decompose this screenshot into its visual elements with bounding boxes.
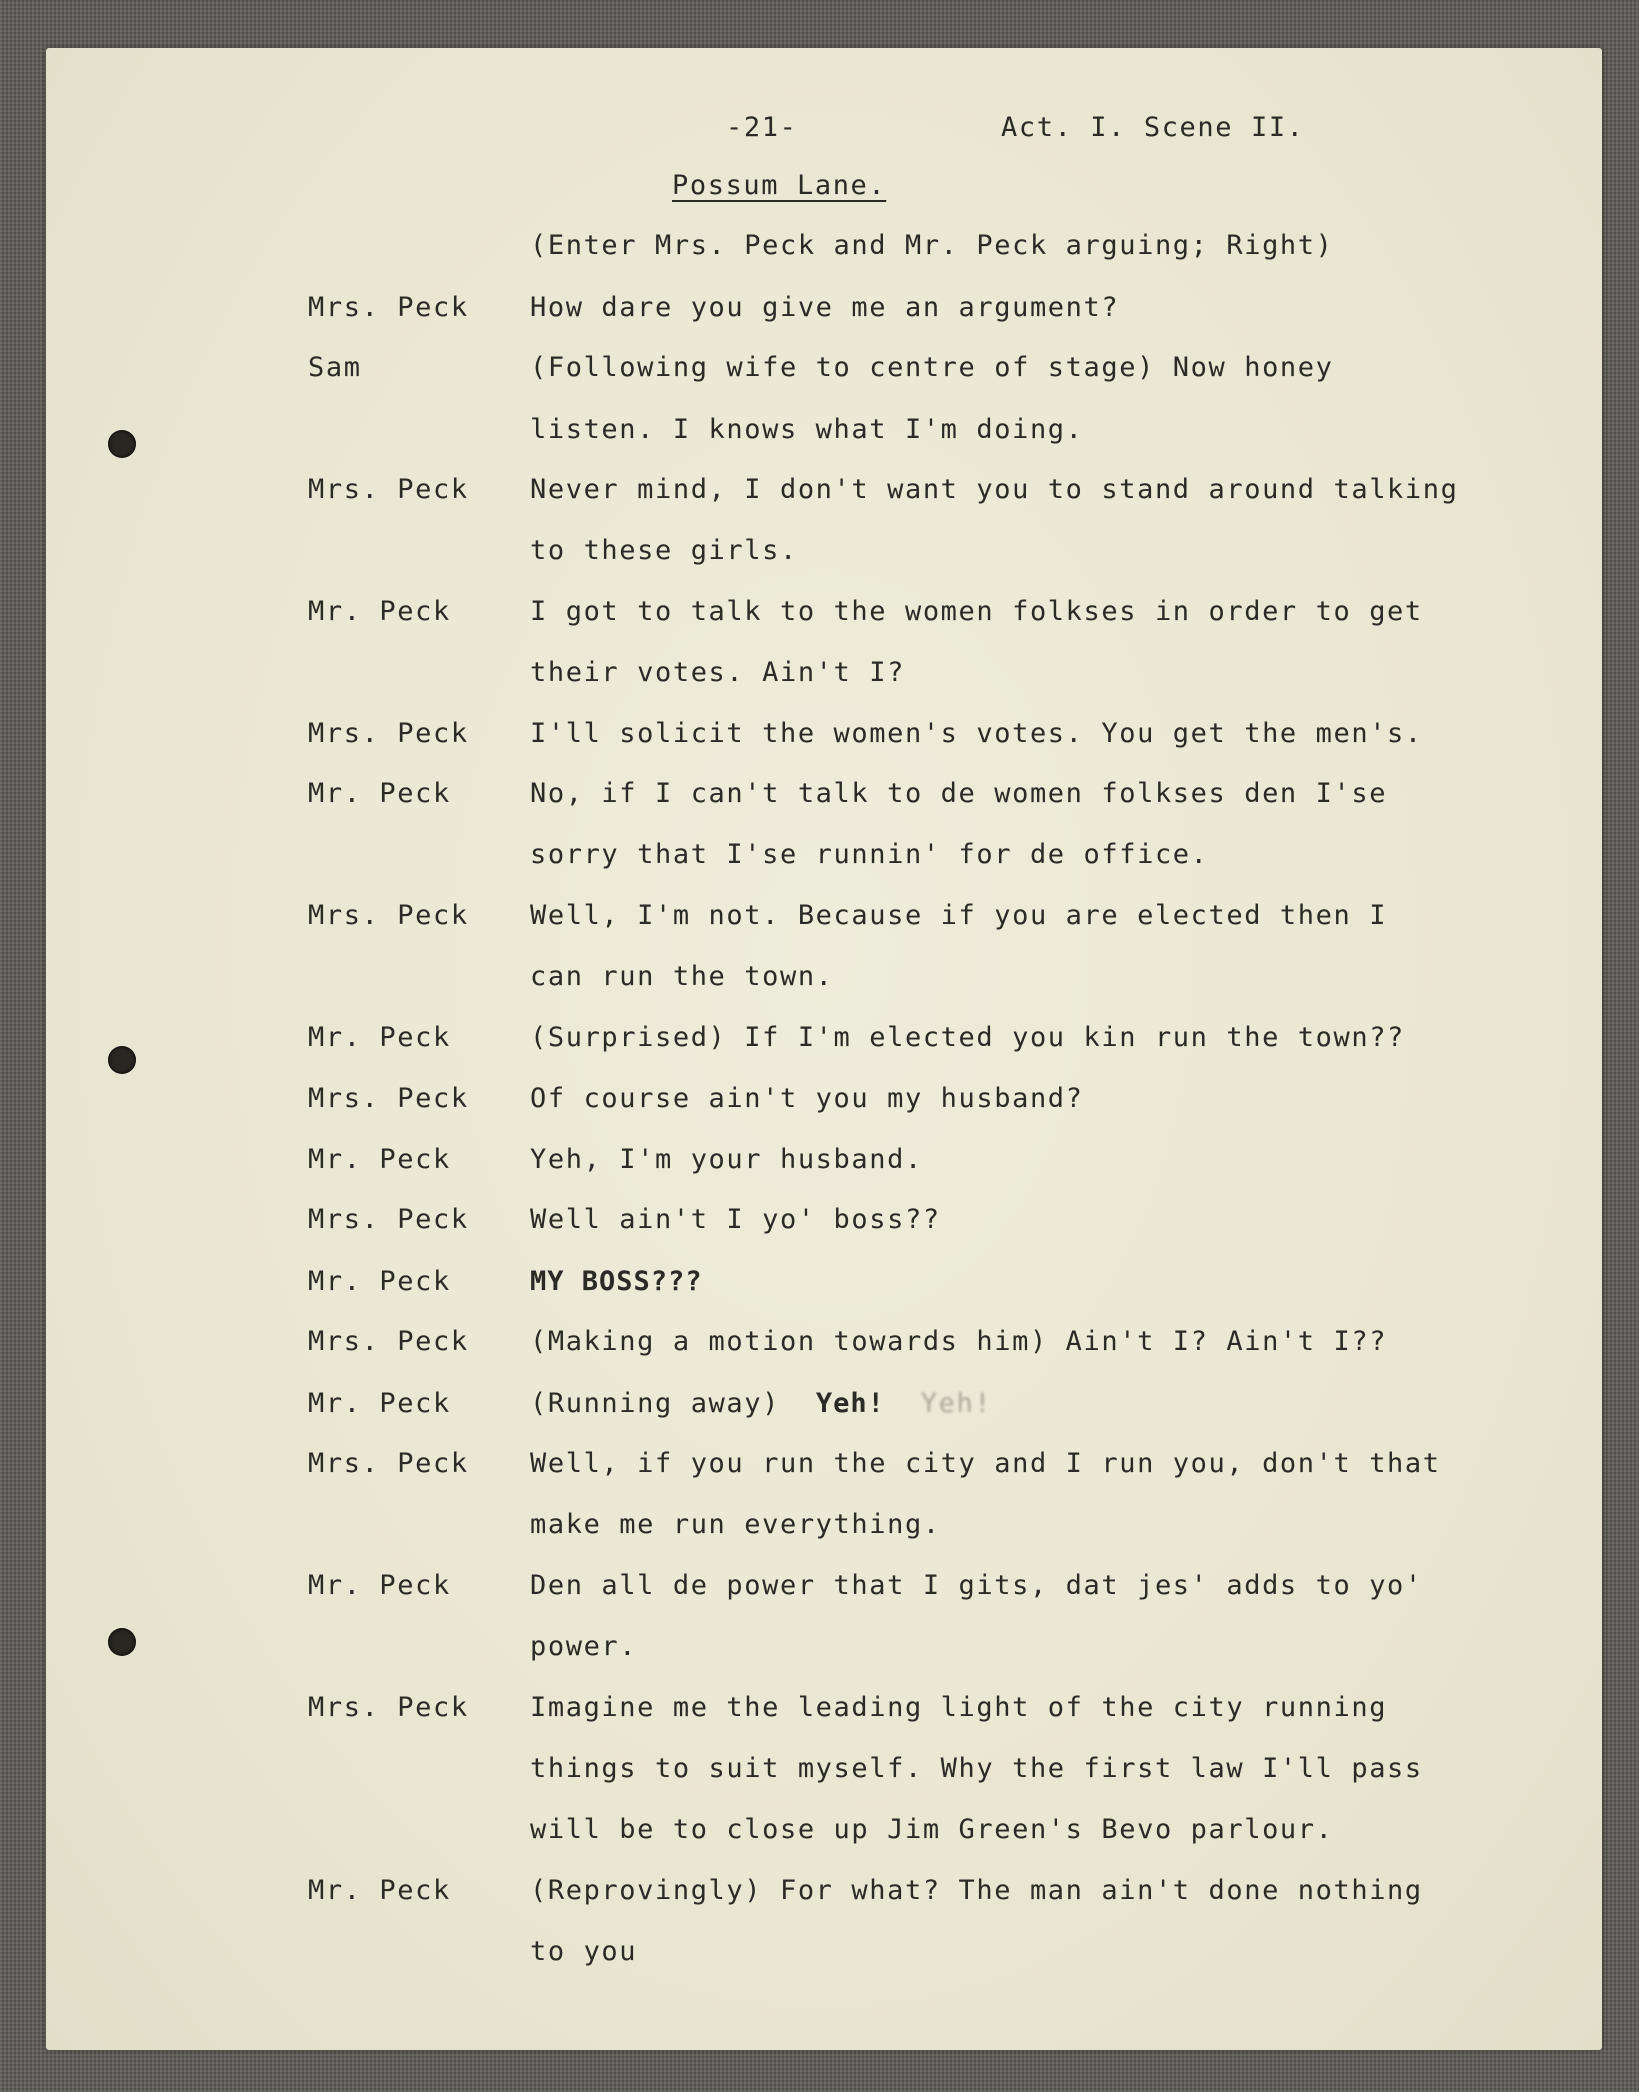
speaker-name: Mr. Peck [308,1570,451,1601]
dialogue-line: their votes. Ain't I? [530,657,905,688]
dialogue-line: Well, I'm not. Because if you are elected then I [530,900,1388,931]
speaker-name: Mr. Peck [308,1388,451,1419]
speaker-name: Mr. Peck [308,778,451,809]
dialogue-line: Den all de power that I gits, dat jes' adds to yo' [530,1570,1423,1601]
speaker-name: Mrs. Peck [308,1083,469,1114]
speaker-name: Mr. Peck [308,1875,451,1906]
dialogue-line: make me run everything. [530,1509,941,1540]
speaker-name: Mr. Peck [308,1144,451,1175]
speaker-name: Mrs. Peck [308,1448,469,1479]
speaker-name: Mr. Peck [308,1266,451,1297]
speaker-name: Mrs. Peck [308,474,469,505]
speaker-name: Mrs. Peck [308,900,469,931]
dialogue-line: (Following wife to centre of stage) Now honey [530,352,1334,383]
dialogue-line: will be to close up Jim Green's Bevo parlour. [530,1814,1334,1845]
punch-hole-top [108,430,136,458]
dialogue-line: How dare you give me an argument? [530,292,1120,323]
dialogue-line [530,1390,992,1417]
dialogue-line: to these girls. [530,535,798,566]
dialogue-line: Of course ain't you my husband? [530,1083,1084,1114]
dialogue-line: Imagine me the leading light of the city running [530,1692,1388,1723]
dialogue-line: Never mind, I don't want you to stand around talking [530,474,1459,505]
dialogue-line: Yeh, I'm your husband. [530,1144,923,1175]
speaker-name: Mr. Peck [308,596,451,627]
scene-reference: Act. I. Scene II. [1001,112,1305,143]
stage-direction: (Running away) [530,1388,780,1419]
speaker-name: Mrs. Peck [308,292,469,323]
dialogue-line: Well, if you run the city and I run you, don't that [530,1448,1441,1479]
script-page [46,48,1602,2050]
dialogue-line: things to suit myself. Why the first law I'll pass [530,1753,1423,1784]
speaker-name: Mrs. Peck [308,1204,469,1235]
exclamation: Yeh! [815,1388,885,1419]
dialogue-line: I got to talk to the women folkses in order to get [530,596,1423,627]
speaker-name: Mrs. Peck [308,1692,469,1723]
speaker-name: Mr. Peck [308,1022,451,1053]
punch-hole-middle [108,1046,136,1074]
dialogue-line: sorry that I'se runnin' for de office. [530,839,1209,870]
speaker-name: Mrs. Peck [308,1326,469,1357]
speaker-name: Sam [308,352,362,383]
dialogue-line: I'll solicit the women's votes. You get the men's. [530,718,1423,749]
smudged-text: Yeh! [920,1388,993,1419]
punch-hole-bottom [108,1628,136,1656]
opening-stage-direction: (Enter Mrs. Peck and Mr. Peck arguing; Right) [530,230,1334,261]
page-number: -21- [726,112,798,143]
scene-title: Possum Lane. [672,170,887,201]
dialogue-line: Well ain't I yo' boss?? [530,1204,941,1235]
dialogue-line: can run the town. [530,961,834,992]
dialogue-line: listen. I knows what I'm doing. [530,414,1084,445]
dialogue-line: power. [530,1631,638,1662]
dialogue-line: MY BOSS??? [530,1266,703,1297]
dialogue-line: (Making a motion towards him) Ain't I? Ain't I?? [530,1326,1388,1357]
dialogue-line: to you [530,1936,638,1967]
dialogue-line: (Reprovingly) For what? The man ain't done nothing [530,1875,1423,1906]
speaker-name: Mrs. Peck [308,718,469,749]
dialogue-line: No, if I can't talk to de women folkses den I'se [530,778,1388,809]
dialogue-line: (Surprised) If I'm elected you kin run the town?? [530,1022,1405,1053]
